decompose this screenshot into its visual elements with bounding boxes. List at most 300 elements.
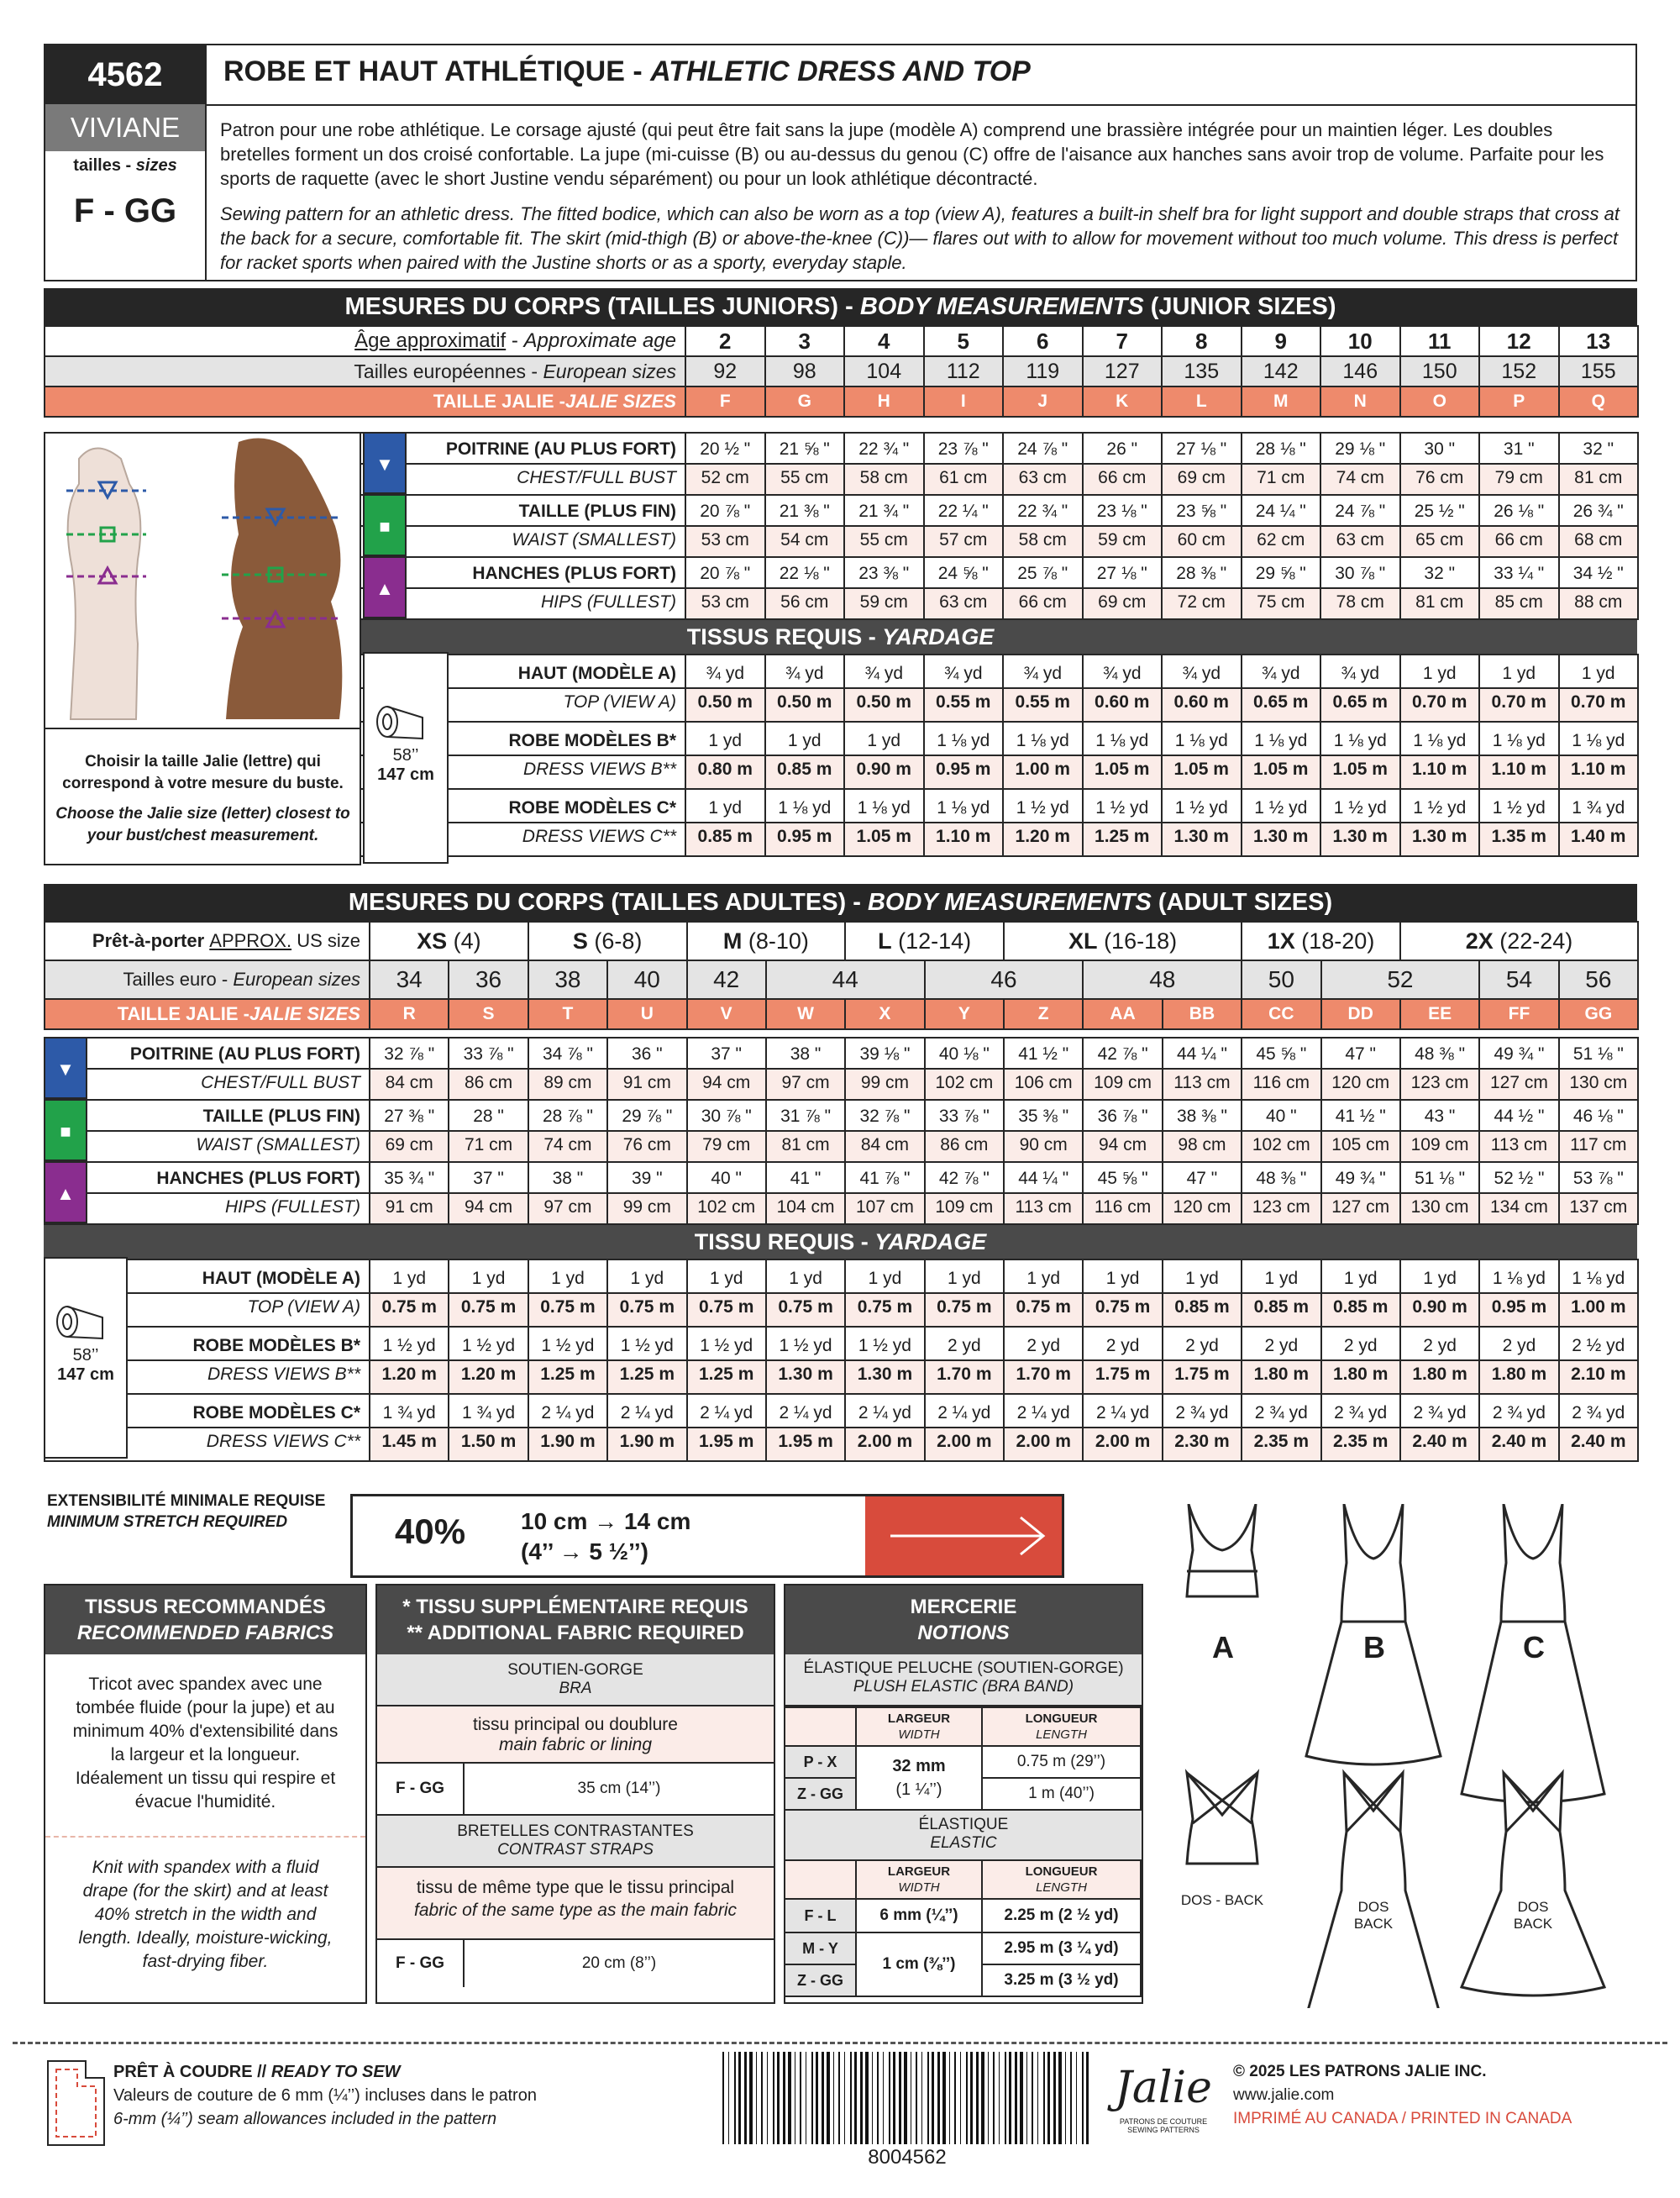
- m-cell: 1.80 m: [1400, 1360, 1479, 1394]
- cm-cell: 97 cm: [528, 1193, 607, 1224]
- yd-cell: 1 ⅛ yd: [1559, 1259, 1638, 1293]
- choose-size-text: Choisir la taille Jalie (lettre) qui correspond à votre mesure du buste. Choose the Jalie size (letter) closest to your bust/chest measurement.: [55, 753, 350, 844]
- seam-allowance-icon: [44, 2057, 109, 2149]
- size-cell: R: [370, 999, 449, 1029]
- inch-cell: 21 ⅜ ": [765, 495, 845, 526]
- inch-cell: 45 ⅝ ": [1242, 1038, 1320, 1069]
- cm-cell: 86 cm: [449, 1069, 528, 1100]
- measure-row-cm: WAIST (SMALLEST) 69 cm 71 cm 74 cm 76 cm 79 cm 81 cm 84 cm 86 cm 90 cm 94 cm 98 cm 102 cm 105 cm 109 cm 113 cm 117 cm: [45, 1131, 1638, 1162]
- yardage-title: TISSU REQUIS - YARDAGE: [44, 1225, 1637, 1259]
- cm-cell: 123 cm: [1400, 1069, 1479, 1100]
- yd-cell: 2 ¼ yd: [1004, 1394, 1083, 1428]
- size-cell: N: [1320, 386, 1400, 417]
- yd-cell: 1 ⅛ yd: [924, 722, 1004, 755]
- yd-cell: 2 ¼ yd: [528, 1394, 607, 1428]
- cm-cell: 84 cm: [370, 1069, 449, 1100]
- fabric-roll-panel: 58’’ 147 cm: [44, 1257, 128, 1459]
- inch-cell: 20 ⅞ ": [685, 495, 765, 526]
- junior-size-table: [44, 325, 1639, 418]
- yd-cell: 1 yd: [685, 722, 765, 755]
- cm-cell: 109 cm: [1400, 1131, 1479, 1162]
- m-cell: 0.75 m: [528, 1293, 607, 1327]
- inch-cell: 29 ⅞ ": [607, 1100, 686, 1131]
- m-cell: 0.65 m: [1320, 688, 1400, 722]
- measure-row: TAILLE (PLUS FIN) 20 ⅞ " 21 ⅜ " 21 ¾ " 22 ¼ " 22 ¾ " 23 ⅛ " 23 ⅝ " 24 ¼ " 24 ⅞ " 25 ½ " 26 ⅛ " 26 ¾ ": [45, 495, 1638, 526]
- yd-cell: 2 ¼ yd: [607, 1394, 686, 1428]
- bra-desc: tissu principal ou doublure main fabric or lining: [377, 1706, 774, 1764]
- cm-cell: 113 cm: [1004, 1193, 1083, 1224]
- cm-cell: 113 cm: [1163, 1069, 1242, 1100]
- euro-size: 52: [1321, 960, 1480, 999]
- m-cell: 0.85 m: [1321, 1293, 1400, 1327]
- measure-row-cm: HIPS (FULLEST) 91 cm 94 cm 97 cm 99 cm 102 cm 104 cm 107 cm 109 cm 113 cm 116 cm 120 cm 123 cm 127 cm 130 cm 134 cm 137 cm: [45, 1193, 1638, 1224]
- view-a-front: [1187, 1504, 1257, 1596]
- size-cell: L: [1162, 386, 1242, 417]
- m-cell: 2.00 m: [1083, 1428, 1162, 1461]
- m-cell: 1.05 m: [844, 823, 924, 856]
- inch-cell: 21 ⅝ ": [765, 433, 845, 464]
- body-diagram: [45, 434, 360, 726]
- m-cell: 0.70 m: [1559, 688, 1639, 722]
- euro-size: 42: [687, 960, 766, 999]
- inch-cell: 30 ": [1400, 433, 1480, 464]
- view-b-back: [1306, 1773, 1441, 2008]
- yardage-title: TISSUS REQUIS - YARDAGE: [44, 620, 1637, 654]
- sizes-label: tailles - sizes: [73, 156, 177, 175]
- inch-cell: 42 ⅞ ": [1083, 1038, 1162, 1069]
- straps-row: F - GG 20 cm (8’’): [377, 1940, 774, 1987]
- yd-cell: ¾ yd: [924, 655, 1004, 688]
- hips-marker-icon: ▲: [44, 1161, 87, 1223]
- cm-cell: 127 cm: [1479, 1069, 1558, 1100]
- recommended-fabrics: [44, 1584, 367, 2004]
- cm-cell: 137 cm: [1559, 1193, 1638, 1224]
- yd-cell: 2 ¾ yd: [1400, 1394, 1479, 1428]
- euro-size: 54: [1479, 960, 1558, 999]
- size-cell: 3: [765, 326, 845, 356]
- m-cell: 0.90 m: [1400, 1293, 1479, 1327]
- yd-cell: 2 ¼ yd: [687, 1394, 766, 1428]
- inch-cell: 51 ⅛ ": [1559, 1038, 1638, 1069]
- yardage-row: ROBE MODÈLES B* 1 ½ yd 1 ½ yd 1 ½ yd 1 ½ yd 1 ½ yd 1 ½ yd 1 ½ yd 2 yd 2 yd 2 yd 2 yd 2 yd 2 yd 2 yd 2 yd 2 ½ yd: [45, 1327, 1638, 1360]
- bra-row: F - GG 35 cm (14’’): [377, 1764, 774, 1816]
- cm-cell: 81 cm: [766, 1131, 845, 1162]
- jalie-row: TAILLE JALIE -JALIE SIZES F G H I J K L M N O P Q: [45, 386, 1638, 417]
- yd-cell: 1 yd: [370, 1259, 449, 1293]
- m-cell: 0.75 m: [449, 1293, 528, 1327]
- barcode-number: 8004562: [868, 2146, 947, 2169]
- cm-cell: 94 cm: [687, 1069, 766, 1100]
- cm-cell: 127 cm: [1321, 1193, 1400, 1224]
- m-cell: 0.75 m: [1083, 1293, 1162, 1327]
- rtw-size: L (12-14): [845, 922, 1004, 960]
- m-cell: 0.85 m: [765, 755, 845, 789]
- size-cell: U: [607, 999, 686, 1029]
- yd-cell: 2 ¾ yd: [1321, 1394, 1400, 1428]
- m-cell: 1.25 m: [687, 1360, 766, 1394]
- yd-cell: 2 ¼ yd: [1083, 1394, 1162, 1428]
- yardage-row: ROBE MODÈLES C* 1 ¾ yd 1 ¾ yd 2 ¼ yd 2 ¼ yd 2 ¼ yd 2 ¼ yd 2 ¼ yd 2 ¼ yd 2 ¼ yd 2 ¼ yd 2 ¾ yd 2 ¾ yd 2 ¾ yd 2 ¾ yd 2 ¾ yd 2 ¾ yd: [45, 1394, 1638, 1428]
- m-cell: 0.50 m: [685, 688, 765, 722]
- yd-cell: 1 yd: [1004, 1259, 1083, 1293]
- inch-cell: 22 ¼ ": [924, 495, 1004, 526]
- cm-cell: 79 cm: [687, 1131, 766, 1162]
- inch-cell: 51 ⅛ ": [1400, 1162, 1479, 1193]
- rtw-size: S (6-8): [528, 922, 687, 960]
- waist-marker-icon: ■: [363, 494, 407, 556]
- inch-cell: 25 ½ ": [1400, 495, 1480, 526]
- cm-cell: 97 cm: [766, 1069, 845, 1100]
- rtw-size: M (8-10): [687, 922, 846, 960]
- view-drawings: [1163, 1504, 1642, 2008]
- yd-cell: 1 ½ yd: [1003, 789, 1083, 823]
- size-cell: 150: [1400, 356, 1480, 386]
- m-cell: 2.35 m: [1242, 1428, 1320, 1461]
- cm-cell: 66 cm: [1083, 464, 1163, 495]
- bra-title: SOUTIEN-GORGE BRA: [377, 1654, 774, 1706]
- inch-cell: 32 ⅞ ": [370, 1038, 449, 1069]
- measure-row-cm: WAIST (SMALLEST) 53 cm 54 cm 55 cm 57 cm 58 cm 59 cm 60 cm 62 cm 63 cm 65 cm 66 cm 68 cm: [45, 526, 1638, 557]
- cm-cell: 113 cm: [1479, 1131, 1558, 1162]
- inch-cell: 48 ⅜ ": [1242, 1162, 1320, 1193]
- m-cell: 1.90 m: [528, 1428, 607, 1461]
- yardage-row-m: DRESS VIEWS B** 0.80 m 0.85 m 0.90 m 0.95 m 1.00 m 1.05 m 1.05 m 1.05 m 1.05 m 1.10 m 1.10 m 1.10 m: [45, 755, 1638, 789]
- yd-cell: 1 yd: [528, 1259, 607, 1293]
- fabric-roll-icon: [372, 701, 439, 743]
- adult-size-table: [44, 921, 1639, 1030]
- m-cell: 2.40 m: [1559, 1428, 1638, 1461]
- m-cell: 1.25 m: [1083, 823, 1163, 856]
- m-cell: 1.30 m: [1400, 823, 1480, 856]
- m-cell: 1.95 m: [766, 1428, 845, 1461]
- description-fr: Patron pour une robe athlétique. Le corsage ajusté (qui peut être fait sans la jupe (modèle A) comprend une brassière intégrée pour un maintien léger. Les doubles bretelles forment un dos croisé confortable. La jupe (mi-cuisse (B) ou au-dessus du genou (C) offre de l'aisance aux hanches sans avoir trop de volume. Parfaite pour les sports de raquette (avec le short Justine vendu séparément) ou pour un look athlétique décontracté.: [220, 119, 1604, 189]
- inch-cell: 52 ½ ": [1479, 1162, 1558, 1193]
- yd-cell: 2 yd: [1400, 1327, 1479, 1360]
- size-cell: 119: [1003, 356, 1083, 386]
- cm-cell: 68 cm: [1559, 526, 1639, 557]
- back-a-label: DOS - BACK: [1180, 1892, 1264, 1908]
- size-cell: 92: [685, 356, 765, 386]
- cm-cell: 99 cm: [607, 1193, 686, 1224]
- cm-cell: 54 cm: [765, 526, 845, 557]
- rtw-size: 1X (18-20): [1242, 922, 1400, 960]
- jalie-row: TAILLE JALIE -JALIE SIZES R S T U V W X Y Z AA BB CC DD EE FF GG: [45, 999, 1638, 1029]
- m-cell: 2.00 m: [1004, 1428, 1083, 1461]
- m-cell: 0.55 m: [924, 688, 1004, 722]
- yd-cell: 1 yd: [1242, 1259, 1320, 1293]
- m-cell: 1.05 m: [1162, 755, 1242, 789]
- fabric-roll-icon: [52, 1301, 119, 1343]
- cm-cell: 69 cm: [370, 1131, 449, 1162]
- measure-row-cm: CHEST/FULL BUST 84 cm 86 cm 89 cm 91 cm 94 cm 97 cm 99 cm 102 cm 106 cm 109 cm 113 cm 116 cm 120 cm 123 cm 127 cm 130 cm: [45, 1069, 1638, 1100]
- ready-to-sew: PRÊT À COUDRE // READY TO SEW Valeurs de couture de 6 mm (¼’’) incluses dans le patron 6-mm (¼’’) seam allowances included in the pattern: [113, 2063, 537, 2128]
- cm-cell: 106 cm: [1004, 1069, 1083, 1100]
- size-cell: 11: [1400, 326, 1480, 356]
- yd-cell: 2 ¾ yd: [1559, 1394, 1638, 1428]
- cm-cell: 117 cm: [1559, 1131, 1638, 1162]
- inch-cell: 34 ½ ": [1559, 557, 1639, 588]
- size-cell: 8: [1162, 326, 1242, 356]
- size-cell: EE: [1400, 999, 1479, 1029]
- size-cell: X: [845, 999, 924, 1029]
- m-cell: 2.30 m: [1163, 1428, 1242, 1461]
- cm-cell: 55 cm: [844, 526, 924, 557]
- cm-cell: 79 cm: [1479, 464, 1559, 495]
- size-range: F - GG: [73, 192, 177, 229]
- yd-cell: 1 yd: [1321, 1259, 1400, 1293]
- size-cell: 98: [765, 356, 845, 386]
- yd-cell: 1 yd: [685, 789, 765, 823]
- m-cell: 1.10 m: [1400, 755, 1480, 789]
- yd-cell: 1 yd: [607, 1259, 686, 1293]
- m-cell: 1.10 m: [1559, 755, 1639, 789]
- inch-cell: 24 ⅝ ": [924, 557, 1004, 588]
- yd-cell: 1 ⅛ yd: [844, 789, 924, 823]
- size-cell: 4: [844, 326, 924, 356]
- m-cell: 1.20 m: [1003, 823, 1083, 856]
- yd-cell: 1 ⅛ yd: [1559, 722, 1639, 755]
- size-cell: 142: [1242, 356, 1321, 386]
- size-cell: 6: [1003, 326, 1083, 356]
- yd-cell: 2 yd: [1321, 1327, 1400, 1360]
- m-cell: 0.95 m: [1479, 1293, 1558, 1327]
- m-cell: 0.85 m: [1163, 1293, 1242, 1327]
- yd-cell: 2 ½ yd: [1559, 1327, 1638, 1360]
- rtw-size: XL (16-18): [1004, 922, 1242, 960]
- elastic-table: LARGEUR WIDTH LONGUEUR LENGTH F - L 6 mm (¼’’) 2.25 m (2 ½ yd) M - Y 1 cm (⅜’’) 2.95 m (3 ¼ yd) Z - GG 3.25 m (3 ½ yd): [784, 1859, 1142, 1997]
- yd-cell: 1 yd: [449, 1259, 528, 1293]
- elastic-title: ÉLASTIQUE ELASTIC: [785, 1811, 1142, 1859]
- inch-cell: 25 ⅞ ": [1003, 557, 1083, 588]
- size-cell: 9: [1242, 326, 1321, 356]
- inch-cell: 49 ¾ ": [1479, 1038, 1558, 1069]
- inch-cell: 24 ⅞ ": [1320, 495, 1400, 526]
- yd-cell: 1 yd: [1400, 655, 1480, 688]
- inch-cell: 39 ": [607, 1162, 686, 1193]
- hips-marker-icon: ▲: [363, 556, 407, 618]
- cm-cell: 116 cm: [1083, 1193, 1162, 1224]
- size-cell: AA: [1083, 999, 1162, 1029]
- m-cell: 0.95 m: [924, 755, 1004, 789]
- inch-cell: 39 ⅛ ": [845, 1038, 924, 1069]
- inch-cell: 44 ¼ ": [1163, 1038, 1242, 1069]
- m-cell: 1.00 m: [1003, 755, 1083, 789]
- cm-cell: 89 cm: [528, 1069, 607, 1100]
- cm-cell: 74 cm: [1320, 464, 1400, 495]
- inch-cell: 23 ⅛ ": [1083, 495, 1163, 526]
- inch-cell: 29 ⅝ ": [1242, 557, 1321, 588]
- fabrics-fr: Tricot avec spandex avec une tombée fluide (pour la jupe) et au minimum 40% d'extensibilité dans la largeur et la longueur. Idéalement un tissu qui respire et évacue l'humidité.: [72, 1675, 339, 1812]
- jalie-logo: Jalie PATRONS DE COUTURE SEWING PATTERNS: [1115, 2063, 1212, 2134]
- inch-cell: 32 ⅞ ": [845, 1100, 924, 1131]
- stretch-gauge: [350, 1494, 1064, 1578]
- cm-cell: 81 cm: [1400, 588, 1480, 619]
- yd-cell: 1 ⅛ yd: [765, 789, 845, 823]
- age-row: Âge approximatif - Approximate age 2 3 4 5 6 7 8 9 10 11 12 13: [45, 326, 1638, 356]
- view-a-label: A: [1212, 1630, 1234, 1664]
- size-cell: K: [1083, 386, 1163, 417]
- yd-cell: 1 ½ yd: [449, 1327, 528, 1360]
- inch-cell: 41 ½ ": [1321, 1100, 1400, 1131]
- inch-cell: 40 ": [687, 1162, 766, 1193]
- back-c-label: DOS BACK: [1513, 1899, 1553, 1932]
- waist-marker-icon: ■: [44, 1099, 87, 1161]
- cm-cell: 72 cm: [1162, 588, 1242, 619]
- yd-cell: 1 ⅛ yd: [1479, 1259, 1558, 1293]
- m-cell: 0.75 m: [925, 1293, 1004, 1327]
- euro-size: 46: [925, 960, 1084, 999]
- m-cell: 0.50 m: [765, 688, 845, 722]
- inch-cell: 36 ⅞ ": [1083, 1100, 1162, 1131]
- plush-title: ÉLASTIQUE PELUCHE (SOUTIEN-GORGE) PLUSH ELASTIC (BRA BAND): [785, 1654, 1142, 1706]
- cm-cell: 59 cm: [1083, 526, 1163, 557]
- notions: [784, 1584, 1143, 2004]
- size-cell: 112: [924, 356, 1004, 386]
- view-a-back: [1187, 1773, 1257, 1864]
- inch-cell: 44 ½ ": [1479, 1100, 1558, 1131]
- yd-cell: 1 yd: [844, 722, 924, 755]
- yardage-row: ROBE MODÈLES B* 1 yd 1 yd 1 yd 1 ⅛ yd 1 ⅛ yd 1 ⅛ yd 1 ⅛ yd 1 ⅛ yd 1 ⅛ yd 1 ⅛ yd 1 ⅛ yd 1 ⅛ yd: [45, 722, 1638, 755]
- inch-cell: 21 ¾ ": [844, 495, 924, 526]
- m-cell: 1.20 m: [449, 1360, 528, 1394]
- yd-cell: 1 ½ yd: [687, 1327, 766, 1360]
- inch-cell: 26 ¾ ": [1559, 495, 1639, 526]
- cm-cell: 130 cm: [1400, 1193, 1479, 1224]
- measure-row-cm: HIPS (FULLEST) 53 cm 56 cm 59 cm 63 cm 66 cm 69 cm 72 cm 75 cm 78 cm 81 cm 85 cm 88 cm: [45, 588, 1638, 619]
- cm-cell: 60 cm: [1162, 526, 1242, 557]
- website-link[interactable]: www.jalie.com: [1233, 2086, 1335, 2104]
- inch-cell: 38 ": [766, 1038, 845, 1069]
- divider: [207, 104, 1635, 106]
- m-cell: 0.70 m: [1400, 688, 1480, 722]
- inch-cell: 24 ¼ ": [1242, 495, 1321, 526]
- euro-row: Tailles européennes - European sizes 92 98 104 112 119 127 135 142 146 150 152 155: [45, 356, 1638, 386]
- inch-cell: 28 ⅞ ": [528, 1100, 607, 1131]
- cm-cell: 59 cm: [844, 588, 924, 619]
- inch-cell: 28 ⅜ ": [1162, 557, 1242, 588]
- yd-cell: 1 ½ yd: [766, 1327, 845, 1360]
- additional-header: * TISSU SUPPLÉMENTAIRE REQUIS ** ADDITIONAL FABRIC REQUIRED: [377, 1585, 774, 1654]
- size-cell: DD: [1321, 999, 1400, 1029]
- yd-cell: 1 ½ yd: [1320, 789, 1400, 823]
- yd-cell: 1 yd: [687, 1259, 766, 1293]
- cm-cell: 52 cm: [685, 464, 765, 495]
- m-cell: 1.30 m: [1242, 823, 1321, 856]
- yd-cell: ¾ yd: [1242, 655, 1321, 688]
- stretch-bar: [865, 1496, 1062, 1575]
- size-cell: 2: [685, 326, 765, 356]
- cm-cell: 90 cm: [1004, 1131, 1083, 1162]
- view-b-label: B: [1363, 1630, 1385, 1664]
- rtw-size: 2X (22-24): [1400, 922, 1638, 960]
- m-cell: 1.05 m: [1083, 755, 1163, 789]
- cm-cell: 74 cm: [528, 1131, 607, 1162]
- cm-cell: 58 cm: [1003, 526, 1083, 557]
- cm-cell: 102 cm: [687, 1193, 766, 1224]
- m-cell: 1.90 m: [607, 1428, 686, 1461]
- m-cell: 0.75 m: [607, 1293, 686, 1327]
- cm-cell: 91 cm: [607, 1069, 686, 1100]
- inch-cell: 45 ⅝ ": [1083, 1162, 1162, 1193]
- m-cell: 0.70 m: [1479, 688, 1559, 722]
- m-cell: 1.30 m: [1162, 823, 1242, 856]
- inch-cell: 42 ⅞ ": [925, 1162, 1004, 1193]
- inch-cell: 41 ": [766, 1162, 845, 1193]
- size-cell: F: [685, 386, 765, 417]
- yd-cell: 1 ½ yd: [1242, 789, 1321, 823]
- inch-cell: 47 ": [1321, 1038, 1400, 1069]
- cm-cell: 69 cm: [1083, 588, 1163, 619]
- chest-marker-icon: ▼: [44, 1037, 87, 1099]
- size-cell: Y: [925, 999, 1004, 1029]
- inch-cell: 49 ¾ ": [1321, 1162, 1400, 1193]
- m-cell: 2.35 m: [1321, 1428, 1400, 1461]
- cm-cell: 94 cm: [1083, 1131, 1162, 1162]
- fabrics-en: Knit with spandex with a fluid drape (for the skirt) and at least 40% stretch in the width and length. Ideally, moisture-wicking, fast-drying fiber.: [78, 1858, 333, 1971]
- yd-cell: 2 ¼ yd: [925, 1394, 1004, 1428]
- size-cell: 12: [1479, 326, 1559, 356]
- cm-cell: 63 cm: [924, 588, 1004, 619]
- yd-cell: 1 ½ yd: [607, 1327, 686, 1360]
- inch-cell: 34 ⅞ ": [528, 1038, 607, 1069]
- inch-cell: 27 ⅛ ": [1162, 433, 1242, 464]
- yd-cell: 1 yd: [766, 1259, 845, 1293]
- m-cell: 1.75 m: [1083, 1360, 1162, 1394]
- m-cell: 1.20 m: [370, 1360, 449, 1394]
- inch-cell: 30 ⅞ ": [1320, 557, 1400, 588]
- inch-cell: 47 ": [1163, 1162, 1242, 1193]
- inch-cell: 23 ⅜ ": [844, 557, 924, 588]
- adult-section: [44, 884, 1637, 1030]
- back-b-label: DOS BACK: [1353, 1899, 1394, 1932]
- euro-size: 36: [449, 960, 528, 999]
- yd-cell: ¾ yd: [765, 655, 845, 688]
- m-cell: 1.30 m: [1320, 823, 1400, 856]
- inch-cell: 46 ⅛ ": [1559, 1100, 1638, 1131]
- cm-cell: 57 cm: [924, 526, 1004, 557]
- cm-cell: 86 cm: [925, 1131, 1004, 1162]
- yd-cell: 1 ⅛ yd: [1320, 722, 1400, 755]
- cm-cell: 134 cm: [1479, 1193, 1558, 1224]
- inch-cell: 43 ": [1400, 1100, 1479, 1131]
- header-box: [44, 44, 1637, 281]
- yd-cell: ¾ yd: [1162, 655, 1242, 688]
- additional-fabric: [375, 1584, 775, 2004]
- yd-cell: 1 ½ yd: [1162, 789, 1242, 823]
- m-cell: 1.80 m: [1479, 1360, 1558, 1394]
- m-cell: 0.65 m: [1242, 688, 1321, 722]
- cm-cell: 66 cm: [1003, 588, 1083, 619]
- yd-cell: 1 ¾ yd: [449, 1394, 528, 1428]
- inch-cell: 37 ": [687, 1038, 766, 1069]
- cm-cell: 76 cm: [1400, 464, 1480, 495]
- m-cell: 1.80 m: [1321, 1360, 1400, 1394]
- inch-cell: 32 ": [1400, 557, 1480, 588]
- inch-cell: 33 ¼ ": [1479, 557, 1559, 588]
- cm-cell: 61 cm: [924, 464, 1004, 495]
- size-cell: G: [765, 386, 845, 417]
- m-cell: 1.30 m: [845, 1360, 924, 1394]
- cm-cell: 120 cm: [1321, 1069, 1400, 1100]
- inch-cell: 38 ": [528, 1162, 607, 1193]
- yd-cell: 1 yd: [925, 1259, 1004, 1293]
- yd-cell: 1 ⅛ yd: [1400, 722, 1480, 755]
- yd-cell: ¾ yd: [1320, 655, 1400, 688]
- size-cell: P: [1479, 386, 1559, 417]
- measure-row: POITRINE (AU PLUS FORT) 20 ½ " 21 ⅝ " 22 ¾ " 23 ⅞ " 24 ⅞ " 26 " 27 ⅛ " 28 ⅛ " 29 ⅛ " 30 " 31 " 32 ": [45, 433, 1638, 464]
- inch-cell: 53 ⅞ ": [1559, 1162, 1638, 1193]
- m-cell: 1.05 m: [1320, 755, 1400, 789]
